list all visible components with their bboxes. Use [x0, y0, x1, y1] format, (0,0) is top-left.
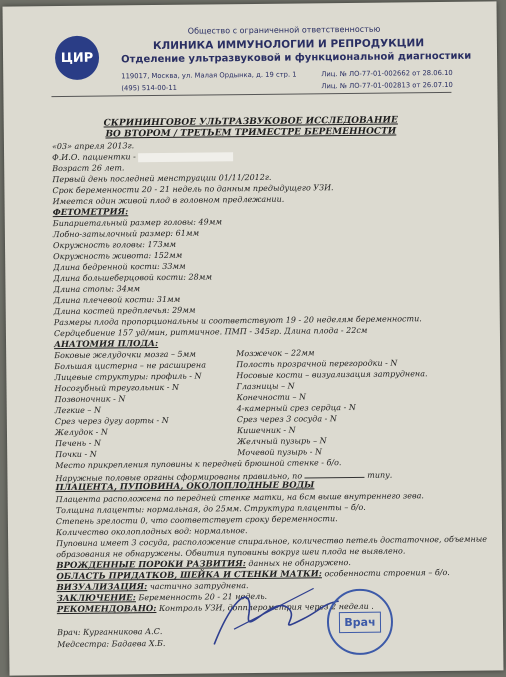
- abdominal-circumference: Окружность живота: 152мм: [53, 250, 183, 262]
- report-title-1: СКРИНИНГОВОЕ УЛЬТРАЗВУКОВОЕ ИССЛЕДОВАНИЕ: [103, 115, 398, 129]
- heart-rate: Сердцебиение 157 уд/мин, ритмичное. ПМП - 345гр. Длина плода - 22см: [53, 325, 368, 339]
- anatomy-left-item: Боковые желудочки мозга – 5мм: [54, 349, 196, 361]
- head-circumference: Окружность головы: 173мм: [52, 239, 177, 251]
- anatomy-left-item: Печень - N: [55, 438, 101, 449]
- anatomy-left-item: Носогубный треугольник - N: [54, 382, 180, 394]
- exam-date: «03» апреля 2013г.: [51, 141, 135, 152]
- visualization: ВИЗУАЛИЗАЦИЯ: частично затруднена.: [56, 581, 249, 594]
- license-1: Лиц. № ЛО-77-01-002662 от 28.06.10: [321, 68, 453, 79]
- anatomy-right-item: Носовые кости – визуализация затруднена.: [236, 369, 428, 381]
- placenta-thickness: Толщина плаценты: нормальная, до 25мм. Структура плаценты – б/о.: [55, 502, 366, 516]
- clinic-logo: ЦИР: [55, 36, 99, 80]
- recommendation: РЕКОМЕНДОВАНО: Контроль УЗИ, допплерометрия через 2 недели .: [56, 601, 374, 616]
- conclusion: ЗАКЛЮЧЕНИЕ: Беременность 20 - 21 недель.: [56, 591, 268, 605]
- defects: ВРОЖДЕННЫЕ ПОРОКИ РАЗВИТИЯ: данных не обнаружено.: [56, 557, 351, 572]
- placenta-heading: ПЛАЦЕНТА, ПУПОВИНА, ОКОЛОПЛОДНЫЕ ВОДЫ: [55, 480, 315, 494]
- anatomy-right-item: Кишечник - N: [236, 425, 296, 436]
- age: Возраст 26 лет.: [52, 163, 125, 174]
- cord-insertion: Место прикрепления пуповины к передней брюшной стенке - б/о.: [55, 458, 342, 471]
- placenta-maturity: Степень зрелости 0, что соответствует сроку беременности.: [55, 514, 338, 527]
- anatomy-left-item: Срез через дугу аорты - N: [54, 415, 169, 427]
- anatomy-left-item: Почки - N: [55, 449, 97, 460]
- umbilical-cord-2: образования не обнаружены. Обвития пуповины вокруг шеи плода не выявлено.: [56, 546, 406, 560]
- anatomy-left-item: Позвоночник - N: [54, 394, 126, 405]
- anatomy-right-item: Конечности – N: [236, 392, 307, 403]
- license-2: Лиц. № ЛО-77-01-002813 от 26.07.10: [321, 80, 453, 91]
- forearm-length: Длина костей предплечья: 29мм: [53, 305, 196, 317]
- genitals: Наружные половые органы сформированы правильно, по типу.: [55, 470, 393, 484]
- adnexa: ОБЛАСТЬ ПРИДАТКОВ, ШЕЙКА И СТЕНКИ МАТКИ: особенности строения – б/о.: [56, 567, 450, 583]
- anatomy-right-item: Срез через 3 сосуда - N: [236, 414, 337, 425]
- placenta-location: Плацента расположена по передней стенке матки, на 6см выше внутреннего зева.: [55, 491, 424, 505]
- anatomy-right-item: Желчный пузырь – N: [237, 436, 327, 447]
- doctor-stamp: Врач: [327, 589, 394, 656]
- size-summary: Размеры плода пропорциональны и соответствуют 19 - 20 неделям беременности.: [53, 314, 422, 328]
- anatomy-right-item: Мозжечок – 22мм: [236, 348, 315, 359]
- redacted-name: [138, 152, 233, 162]
- humerus-length: Длина плечевой кости: 31мм: [53, 294, 181, 306]
- header-divider: [51, 92, 451, 97]
- femur-length: Длина бедренной кости: 33мм: [53, 261, 186, 273]
- patient-name: Ф.И.О. пациентки -: [52, 151, 233, 162]
- umbilical-cord-1: Пуповина имеет 3 сосуда, расположение спиральное, количество петель достаточное, объемные: [56, 534, 488, 549]
- fetometry-heading: ФЕТОМЕТРИЯ:: [52, 207, 129, 219]
- ofd: Лобно-затылочный размер: 61мм: [52, 228, 200, 240]
- anatomy-left-item: Желудок - N: [54, 427, 108, 438]
- bpd: Бипариетальный размер головы: 49мм: [52, 217, 222, 229]
- anatomy-right-item: Полость прозрачной перегородки - N: [236, 358, 398, 370]
- anatomy-left-item: Большая цистерна – не расширена: [54, 360, 206, 372]
- lmp: Первый день последней менструации 01/11/2012г.: [52, 172, 272, 185]
- blank-line: [305, 469, 365, 479]
- amniotic-fluid: Количество околоплодных вод: нормальное.: [55, 526, 248, 538]
- foot-length: Длина стопы: 34мм: [53, 284, 141, 295]
- address: 119017, Москва, ул. Малая Ордынка, д. 19 стр. 1: [121, 70, 297, 81]
- anatomy-left-item: Лицевые структуры: профиль - N: [54, 371, 202, 383]
- gestational-age: Срок беременности 20 - 21 недель по данным предыдущего УЗИ.: [52, 183, 334, 196]
- signature-icon: [203, 573, 344, 654]
- report-title-2: ВО ВТОРОМ / ТРЕТЬЕМ ТРИМЕСТРЕ БЕРЕМЕННОСТИ: [105, 126, 397, 140]
- anatomy-heading: АНАТОМИЯ ПЛОДА:: [54, 338, 159, 351]
- department-name: Отделение ультразвуковой и функциональной диагностики: [121, 50, 472, 66]
- org-name: Общество с ограниченной ответственностью: [187, 24, 381, 36]
- phone: (495) 514-00-11: [121, 83, 178, 93]
- fetus-info: Имеется один живой плод в головном предлежании.: [52, 194, 285, 207]
- tibia-length: Длина большеберцовой кости: 28мм: [53, 272, 212, 284]
- document-page: [3, 1, 504, 675]
- anatomy-right-item: Глазницы – N: [236, 381, 295, 392]
- doctor: Врач: Курганникова А.С.: [57, 626, 163, 638]
- anatomy-right-item: Мочевой пузырь - N: [237, 447, 323, 458]
- anatomy-left-item: Легкие – N: [54, 405, 101, 416]
- anatomy-right-item: 4-камерный срез сердца - N: [236, 402, 356, 414]
- nurse: Медсестра: Бадаева Х.Б.: [57, 638, 166, 650]
- clinic-name: КЛИНИКА ИММУНОЛОГИИ И РЕПРОДУКЦИИ: [152, 37, 425, 53]
